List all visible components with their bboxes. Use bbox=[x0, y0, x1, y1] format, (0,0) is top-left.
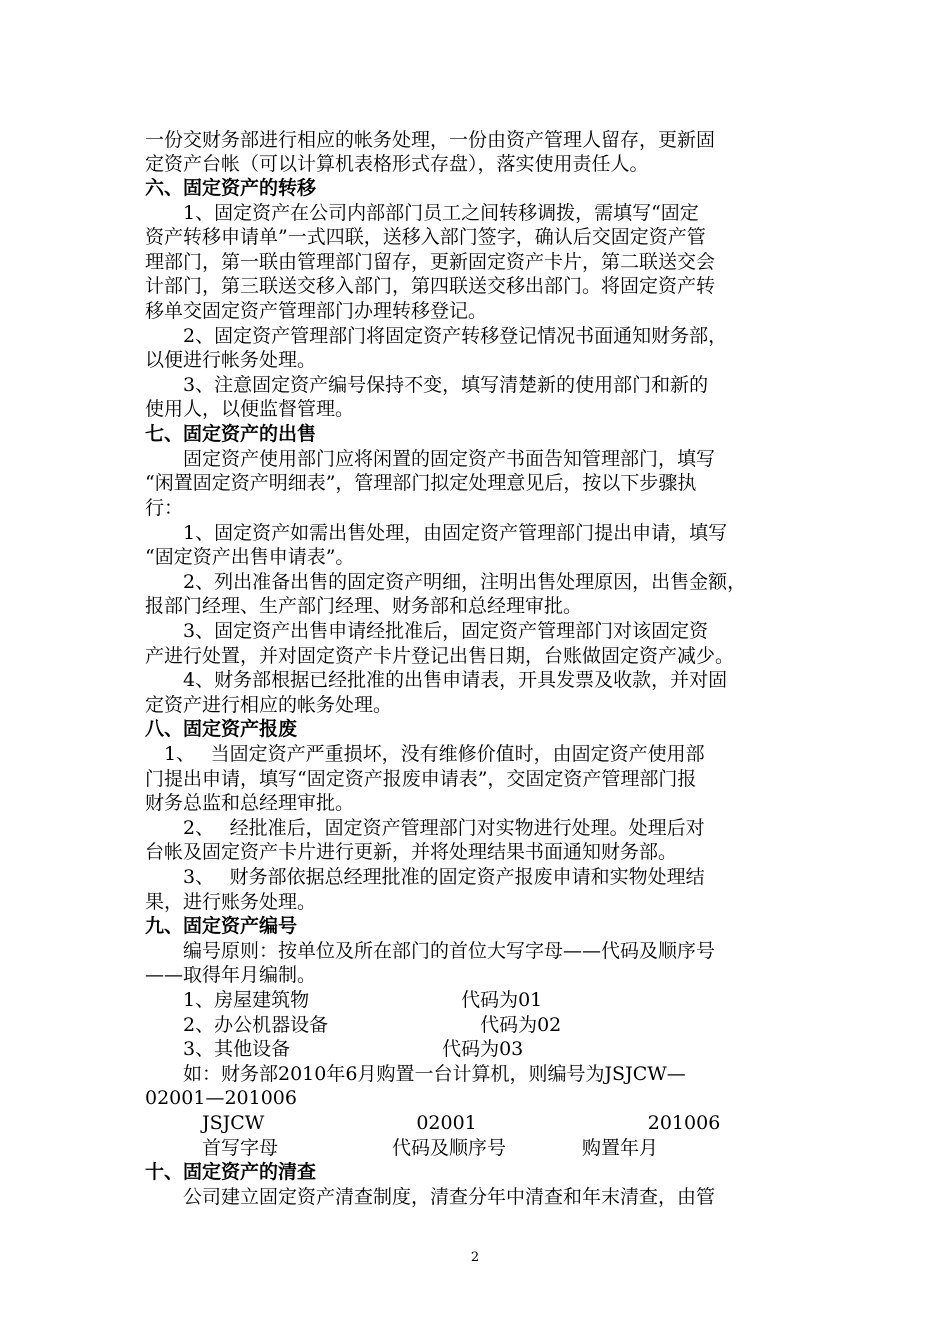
text-line: 定资产进行相应的帐务处理。 bbox=[145, 694, 393, 716]
page-number: 2 bbox=[470, 1250, 480, 1265]
text-line: 3、 财务部依据总经理批准的固定资产报废申请和实物处理结 bbox=[145, 866, 705, 888]
text-line: 首写字母 代码及顺序号 购置年月 bbox=[145, 1137, 659, 1159]
text-line: JSJCW 02001 201006 bbox=[145, 1112, 721, 1134]
text-line: 产进行处置，并对固定资产卡片登记出售日期，台账做固定资产减少。 bbox=[145, 645, 735, 667]
text-line: 一份交财务部进行相应的帐务处理，一份由资产管理人留存，更新固 bbox=[145, 129, 716, 151]
section-heading: 六、固定资产的转移 bbox=[145, 177, 317, 199]
text-line: 1、固定资产如需出售处理，由固定资产管理部门提出申请，填写 bbox=[145, 522, 728, 544]
text-line: 公司建立固定资产清查制度，清查分年中清查和年末清查，由管 bbox=[145, 1186, 716, 1208]
text-line: 资产转移申请单”一式四联，送移入部门签字，确认后交固定资产管 bbox=[145, 226, 706, 248]
text-line: 2、固定资产管理部门将固定资产转移登记情况书面通知财务部， bbox=[145, 325, 728, 347]
text-line: 3、注意固定资产编号保持不变，填写清楚新的使用部门和新的 bbox=[145, 374, 709, 396]
text-line: 如：财务部2010年6月购置一台计算机，则编号为JSJCW— bbox=[145, 1063, 686, 1085]
text-line: 固定资产使用部门应将闲置的固定资产书面告知管理部门，填写 bbox=[145, 448, 716, 470]
section-heading: 八、固定资产报废 bbox=[145, 718, 298, 740]
text-line: 报部门经理、生产部门经理、财务部和总经理审批。 bbox=[145, 595, 583, 617]
text-line: 台帐及固定资产卡片进行更新，并将处理结果书面通知财务部。 bbox=[145, 841, 678, 863]
text-line: 1、房屋建筑物 代码为01 bbox=[145, 989, 543, 1011]
text-line: 1、 当固定资产严重损坏，没有维修价值时，由固定资产使用部 bbox=[145, 743, 705, 765]
text-line: 3、其他设备 代码为03 bbox=[145, 1038, 524, 1060]
text-line: 果，进行账务处理。 bbox=[145, 891, 317, 913]
text-line: 02001—201006 bbox=[145, 1087, 297, 1109]
text-line: 2、列出准备出售的固定资产明细，注明出售处理原因，出售金额， bbox=[145, 571, 747, 593]
text-line: 理部门，第一联由管理部门留存，更新固定资产卡片，第二联送交会 bbox=[145, 251, 716, 273]
text-line: 以便进行帐务处理。 bbox=[145, 349, 317, 371]
section-heading: 十、固定资产的清查 bbox=[145, 1161, 317, 1183]
text-line: 1、固定资产在公司内部部门员工之间转移调拨，需填写“固定 bbox=[145, 202, 699, 224]
section-heading: 七、固定资产的出售 bbox=[145, 423, 317, 445]
text-line: 行： bbox=[145, 497, 184, 519]
text-line: 4、财务部根据已经批准的出售申请表，开具发票及收款，并对固 bbox=[145, 669, 728, 691]
text-line: 门提出申请，填写“固定资产报废申请表”，交固定资产管理部门报 bbox=[145, 768, 697, 790]
section-heading: 九、固定资产编号 bbox=[145, 915, 298, 937]
text-line: 财务总监和总经理审批。 bbox=[145, 792, 355, 814]
text-line: “固定资产出售申请表”。 bbox=[145, 546, 355, 568]
text-line: 计部门，第三联送交移入部门，第四联送交移出部门。将固定资产转 bbox=[145, 275, 716, 297]
text-line: 移单交固定资产管理部门办理转移登记。 bbox=[145, 300, 488, 322]
text-line: “闲置固定资产明细表”，管理部门拟定处理意见后，按以下步骤执 bbox=[145, 472, 697, 494]
text-line: 定资产台帐（可以计算机表格形式存盘），落实使用责任人。 bbox=[145, 153, 649, 175]
text-line: 2、办公机器设备 代码为02 bbox=[145, 1014, 562, 1036]
text-line: ——取得年月编制。 bbox=[145, 964, 317, 986]
text-line: 2、 经批准后，固定资产管理部门对实物进行处理。处理后对 bbox=[145, 817, 705, 839]
text-line: 3、固定资产出售申请经批准后，固定资产管理部门对该固定资 bbox=[145, 620, 709, 642]
text-line: 使用人，以便监督管理。 bbox=[145, 398, 355, 420]
text-line: 编号原则：按单位及所在部门的首位大写字母——代码及顺序号 bbox=[145, 940, 716, 962]
